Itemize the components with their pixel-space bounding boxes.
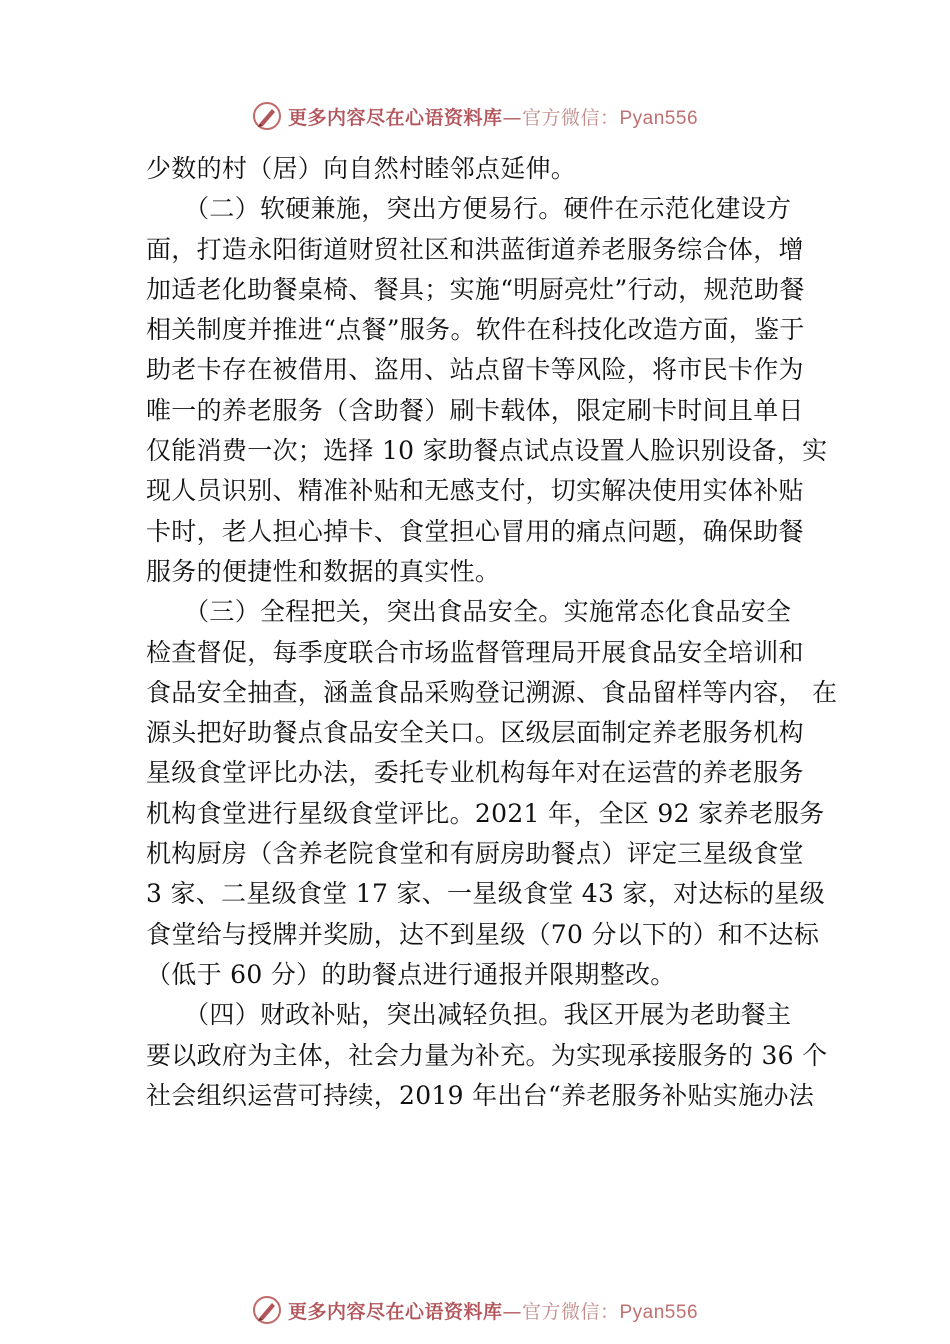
body-line: 星级食堂评比办法，委托专业机构每年对在运营的养老服务 [146, 758, 804, 788]
watermark-footer [0, 1290, 950, 1330]
body-line: 检查督促，每季度联合市场监督管理局开展食品安全培训和 [146, 637, 804, 667]
body-line: 面，打造永阳街道财贸社区和洪蓝街道养老服务综合体，增 [146, 234, 804, 264]
body-line: （三）全程把关，突出食品安全。实施常态化食品安全 [146, 597, 792, 627]
watermark-main: 更多内容尽在心语资料库 [287, 106, 503, 129]
body-line: 加适老化助餐桌椅、餐具；实施“明厨亮灶”行动，规范助餐 [146, 274, 805, 304]
watermark-header [0, 96, 950, 136]
body-line: 社会组织运营可持续，2019 年出台“养老服务补贴实施办法 [146, 1080, 815, 1110]
watermark-id: Pyan556 [619, 1301, 699, 1323]
body-line: 食堂给与授牌并奖励，达不到星级（70 分以下的）和不达标 [146, 919, 820, 949]
pen-logo-icon [252, 101, 282, 131]
body-line: 卡时，老人担心掉卡、食堂担心冒用的痛点问题，确保助餐 [146, 516, 804, 546]
pen-logo-icon [252, 1295, 282, 1325]
body-line: 机构厨房（含养老院食堂和有厨房助餐点）评定三星级食堂 [146, 839, 804, 869]
body-line: 现人员识别、精准补贴和无感支付，切实解决使用实体补贴 [146, 476, 804, 506]
body-line: （二）软硬兼施，突出方便易行。硬件在示范化建设方 [146, 194, 792, 224]
watermark-main: 更多内容尽在心语资料库 [287, 1300, 503, 1323]
body-line: 少数的村（居）向自然村睦邻点延伸。 [146, 154, 577, 183]
document-body [146, 149, 838, 1116]
body-line: （四）财政补贴，突出减轻负担。我区开展为老助餐主 [146, 1000, 792, 1030]
body-line: 助老卡存在被借用、盗用、站点留卡等风险，将市民卡作为 [146, 355, 804, 385]
watermark-label: 官方微信： [521, 106, 620, 129]
body-line: 食品安全抽查，涵盖食品采购登记溯源、食品留样等内容， 在 [146, 677, 838, 707]
body-line: （低于 60 分）的助餐点进行通报并限期整改。 [146, 959, 676, 989]
body-line: 3 家、二星级食堂 17 家、一星级食堂 43 家，对达标的星级 [146, 879, 825, 909]
body-line: 唯一的养老服务（含助餐）刷卡载体，限定刷卡时间且单日 [146, 395, 804, 425]
watermark-label: 官方微信： [521, 1300, 620, 1323]
watermark-id: Pyan556 [619, 107, 699, 129]
body-line: 服务的便捷性和数据的真实性。 [146, 556, 501, 586]
body-line: 源头把好助餐点食品安全关口。区级层面制定养老服务机构 [146, 718, 804, 748]
watermark-text [288, 1297, 698, 1324]
body-line: 要以政府为主体，社会力量为补充。为实现承接服务的 36 个 [146, 1040, 828, 1070]
watermark-separator: — [502, 106, 522, 129]
body-line: 仅能消费一次；选择 10 家助餐点试点设置人脸识别设备，实 [146, 436, 828, 466]
watermark-text [288, 103, 698, 130]
watermark-separator: — [502, 1300, 522, 1323]
body-line: 相关制度并推进“点餐”服务。软件在科技化改造方面，鉴于 [146, 315, 805, 345]
body-line: 机构食堂进行星级食堂评比。2021 年，全区 92 家养老服务 [146, 798, 825, 828]
